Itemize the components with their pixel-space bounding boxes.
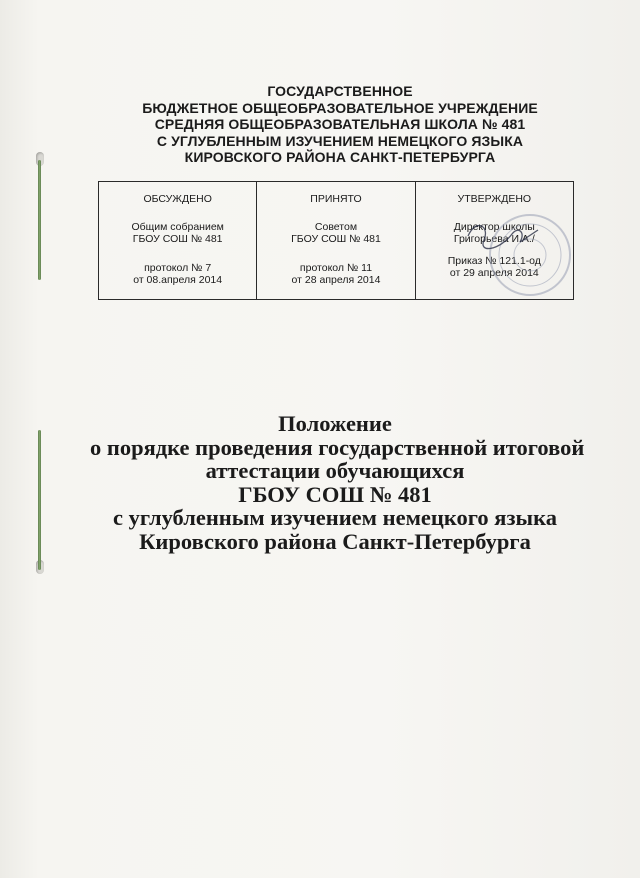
header-line: СРЕДНЯЯ ОБЩЕОБРАЗОВАТЕЛЬНАЯ ШКОЛА № 481 [154,116,526,132]
approval-body [416,221,573,246]
approval-title: УТВЕРЖДЕНО [457,193,532,205]
approval-body [257,221,414,246]
approval-discussed [99,182,256,299]
header-line: БЮДЖЕТНОЕ ОБЩЕОБРАЗОВАТЕЛЬНОЕ УЧРЕЖДЕНИЕ [142,99,538,116]
approval-protocol [416,255,573,280]
binding-thread [38,160,41,280]
approval-body-line: ГБОУ СОШ № 481 [291,233,381,245]
title-line: с углубленным изучением немецкого языка [113,505,557,530]
approval-table [98,181,574,300]
protocol-date: от 08.апреля 2014 [133,274,223,286]
protocol-date: от 28 апреля 2014 [291,274,381,286]
approval-protocol [99,262,256,287]
approval-title: ПРИНЯТО [310,193,362,205]
approval-accepted [256,182,414,299]
binding-thread [38,430,41,570]
approval-body-line: Советом [314,220,358,233]
approval-body-line: Григорьева И.А./ [453,233,535,245]
approval-title: ОБСУЖДЕНО [143,193,212,205]
approval-body-line: Общим собранием [131,220,224,233]
approval-body-line: Директор школы [453,220,535,233]
header-line: С УГЛУБЛЕННЫМ ИЗУЧЕНИЕМ НЕМЕЦКОГО ЯЗЫКА [156,132,524,149]
document-title [90,411,585,554]
protocol-number: протокол № 7 [144,261,212,274]
title-line: о порядке проведения государственной итоговой [90,434,585,460]
title-line: Кировского района Санкт-Петербурга [139,528,531,554]
title-line: аттестации обучающихся [205,458,465,483]
header-line: ГОСУДАРСТВЕННОЕ [267,83,413,99]
approval-body-line: ГБОУ СОШ № 481 [132,233,223,245]
approval-approved [415,182,573,299]
approval-body [99,221,256,246]
protocol-number: протокол № 11 [299,261,373,274]
header-line: КИРОВСКОГО РАЙОНА САНКТ-ПЕТЕРБУРГА [184,149,496,165]
approval-protocol [257,262,414,287]
title-line: ГБОУ СОШ № 481 [238,481,432,507]
protocol-number: Приказ № 121.1-од [447,254,541,267]
institution-header [120,83,560,166]
title-line: Положение [278,411,392,436]
protocol-date: от 29 апреля 2014 [449,267,539,279]
